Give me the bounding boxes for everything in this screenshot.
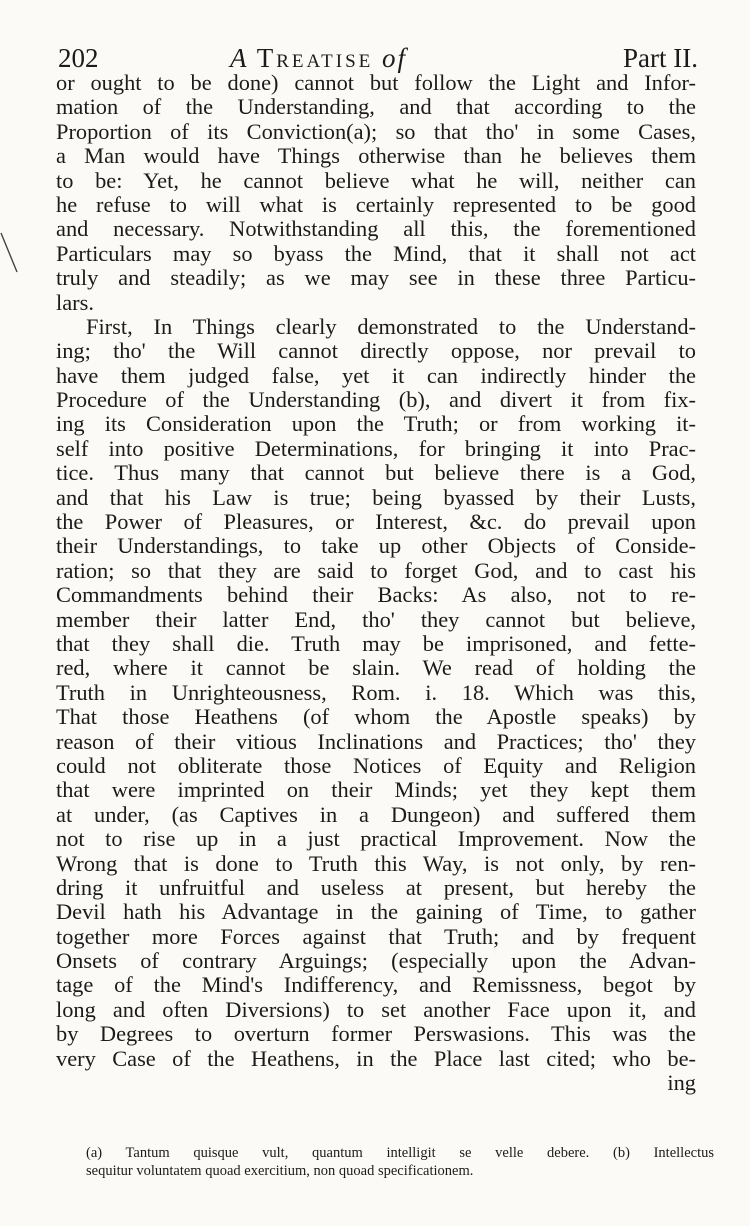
text-line: and necessary. Notwithstanding all this, the forementioned [56,216,696,242]
text-line: or ought to be done) cannot but follow the Light and Infor- [56,70,696,95]
text-line: at under, (as Captives in a Dungeon) and suffered them [56,801,696,827]
text-line: dring it unfruitful and useless at present, but hereby the [56,874,696,900]
text-line: not to rise up in a just practical Improvement. Now the [56,826,696,852]
text-line: together more Forces against that Truth; and by frequent [56,923,696,949]
text-line: the Power of Pleasures, or Interest, &c. do prevail upon [56,509,696,535]
text-line: that they shall die. Truth may be imprisoned, and fette- [56,630,696,656]
text-line: and that his Law is true; being byassed by their Lusts, [56,484,696,510]
text-line: Procedure of the Understanding (b), and divert it from fix- [56,387,696,413]
text-line: Proportion of its Conviction(a); so that tho' in some Cases, [56,118,696,144]
text-line: long and often Diversions) to set another Face upon it, and [56,996,696,1022]
footnotes [86,1144,714,1180]
text-line: ing its Consideration upon the Truth; or from working it- [56,411,696,437]
text-line: to be: Yet, he cannot believe what he will, neither can [56,167,696,193]
title-of: of [382,43,408,73]
text-line: Commandments behind their Backs: As also, not to re- [56,582,696,608]
catchword: ing [667,1070,696,1096]
text-line: ing; tho' the Will cannot directly oppose, nor prevail to [56,338,696,364]
text-line: have them judged false, yet it can indirectly hinder the [56,362,696,388]
text-line: ration; so that they are said to forget God, and to cast his [56,557,696,583]
title-main: Treatise [256,43,374,73]
footnote-line: sequitur voluntatem quoad exercitium, non quoad specificationem. [86,1163,474,1179]
page-number: 202 [58,43,99,73]
text-line: member their latter End, tho' they cannot but believe, [56,606,696,632]
title-initial: A [230,43,249,73]
text-line: That those Heathens (of whom the Apostle speaks) by [56,704,696,730]
text-line: could not obliterate those Notices of Equity and Religion [56,752,696,778]
text-line: by Degrees to overturn former Perswasions. This was the [56,1021,696,1047]
text-line: reason of their vitious Inclinations and Practices; tho' they [56,728,696,754]
text-line: Wrong that is done to Truth this Way, is not only, by ren- [56,850,696,876]
margin-mark [0,232,18,274]
text-line: red, where it cannot be slain. We read of holding the [56,655,696,681]
text-line: that were imprinted on their Minds; yet they kept them [56,777,696,803]
text-line: very Case of the Heathens, in the Place last cited; who be- [56,1045,696,1071]
text-line: tage of the Mind's Indifferency, and Remissness, begot by [56,972,696,998]
text-line: Particulars may so byass the Mind, that it shall not act [56,240,696,266]
body-text [56,71,696,1095]
text-line: Truth in Unrighteousness, Rom. i. 18. Which was this, [56,679,696,705]
footnote-line: (a) Tantum quisque vult, quantum intelligit se velle debere. (b) Intellectus [86,1145,714,1161]
text-line: he refuse to will what is certainly represented to be good [56,191,696,217]
text-line: Onsets of contrary Arguings; (especially upon the Advan- [56,948,696,974]
text-line: a Man would have Things otherwise than he believes them [56,143,696,169]
text-line: truly and steadily; as we may see in these three Particu- [56,265,696,291]
text-line: tice. Thus many that cannot but believe there is a God, [56,460,696,486]
part-label: Part II. [623,43,698,73]
text-line: lars. [56,289,94,315]
text-line: Devil hath his Advantage in the gaining of Time, to gather [56,899,696,925]
text-line: mation of the Understanding, and that according to the [56,94,696,120]
text-line: First, In Things clearly demonstrated to the Understand- [86,313,696,339]
text-line: their Understandings, to take up other Objects of Conside- [56,533,696,559]
text-line: self into positive Determinations, for bringing it into Prac- [56,435,696,461]
